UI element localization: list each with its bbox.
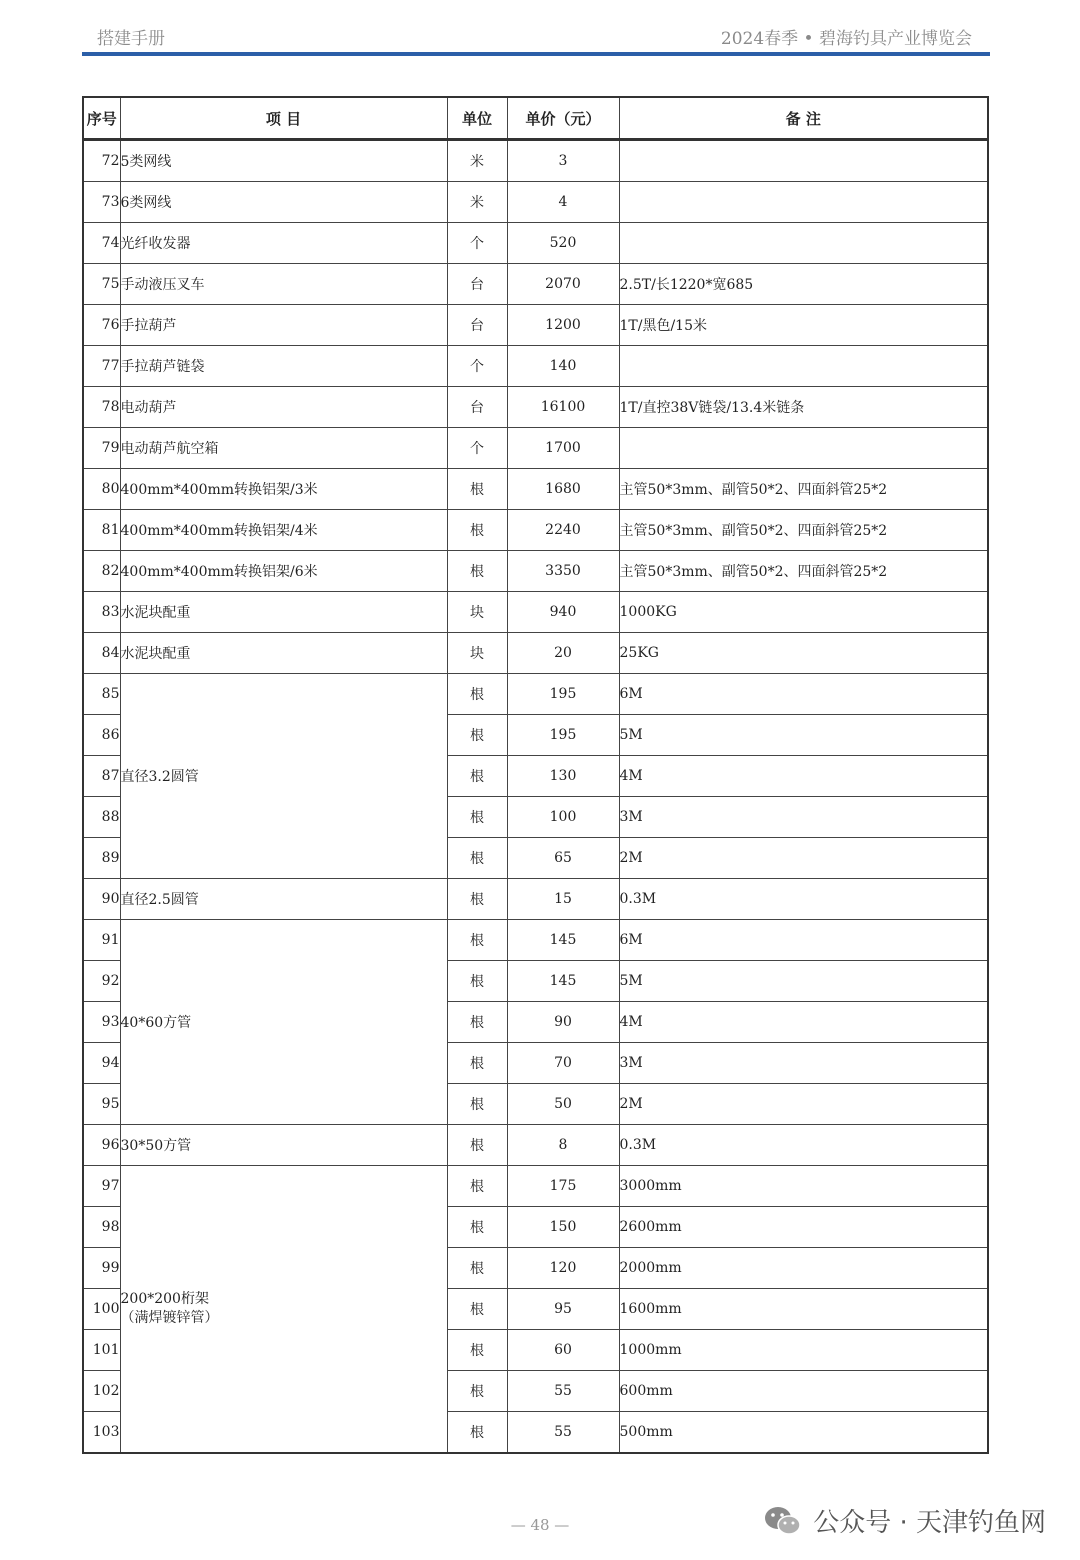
row-unit: 根 <box>447 879 507 920</box>
row-item: 光纤收发器 <box>120 223 447 264</box>
table-body <box>83 140 988 1454</box>
row-note <box>619 223 988 264</box>
row-price: 60 <box>507 1330 619 1371</box>
row-unit: 根 <box>447 756 507 797</box>
row-price: 150 <box>507 1207 619 1248</box>
row-unit: 根 <box>447 1248 507 1289</box>
row-note: 0.3M <box>619 879 988 920</box>
table-row <box>83 387 988 428</box>
row-number: 77 <box>83 346 120 387</box>
row-unit: 根 <box>447 1412 507 1454</box>
row-number: 75 <box>83 264 120 305</box>
header-right-title: 2024春季 • 碧海钓具产业博览会 <box>720 29 972 49</box>
row-note: 2600mm <box>619 1207 988 1248</box>
row-number: 95 <box>83 1084 120 1125</box>
row-unit: 根 <box>447 797 507 838</box>
row-price: 145 <box>507 920 619 961</box>
row-unit: 米 <box>447 182 507 223</box>
row-item: 5类网线 <box>120 140 447 182</box>
row-unit: 个 <box>447 428 507 469</box>
table-row <box>83 223 988 264</box>
row-price: 20 <box>507 633 619 674</box>
row-number: 97 <box>83 1166 120 1207</box>
watermark-text: 公众号 · 天津钓鱼网 <box>813 1508 1046 1538</box>
row-unit: 根 <box>447 1166 507 1207</box>
row-note: 3000mm <box>619 1166 988 1207</box>
row-number: 90 <box>83 879 120 920</box>
row-unit: 块 <box>447 592 507 633</box>
col-header-note: 备 注 <box>619 97 988 140</box>
row-unit: 根 <box>447 1371 507 1412</box>
row-item: 400mm*400mm转换铝架/4米 <box>120 510 447 551</box>
row-item: 6类网线 <box>120 182 447 223</box>
row-price: 520 <box>507 223 619 264</box>
row-note <box>619 428 988 469</box>
table-row <box>83 305 988 346</box>
col-header-unit: 单位 <box>447 97 507 140</box>
row-price: 1200 <box>507 305 619 346</box>
row-unit: 根 <box>447 1125 507 1166</box>
row-note: 6M <box>619 920 988 961</box>
row-note: 5M <box>619 961 988 1002</box>
row-price: 95 <box>507 1289 619 1330</box>
row-price: 65 <box>507 838 619 879</box>
row-price: 70 <box>507 1043 619 1084</box>
row-note: 主管50*3mm、副管50*2、四面斜管25*2 <box>619 510 988 551</box>
table-header-row <box>83 97 988 140</box>
row-number: 82 <box>83 551 120 592</box>
row-unit: 台 <box>447 305 507 346</box>
row-note: 主管50*3mm、副管50*2、四面斜管25*2 <box>619 551 988 592</box>
row-unit: 根 <box>447 961 507 1002</box>
row-note: 2.5T/长1220*宽685 <box>619 264 988 305</box>
row-price: 55 <box>507 1371 619 1412</box>
row-note: 6M <box>619 674 988 715</box>
row-unit: 根 <box>447 1084 507 1125</box>
row-note: 1T/黑色/15米 <box>619 305 988 346</box>
row-unit: 块 <box>447 633 507 674</box>
row-price: 120 <box>507 1248 619 1289</box>
row-unit: 根 <box>447 1043 507 1084</box>
row-note: 2M <box>619 838 988 879</box>
row-item: 手动液压叉车 <box>120 264 447 305</box>
row-item: 手拉葫芦链袋 <box>120 346 447 387</box>
row-item: 电动葫芦 <box>120 387 447 428</box>
wechat-icon <box>763 1505 803 1537</box>
table-row <box>83 879 988 920</box>
row-note: 2000mm <box>619 1248 988 1289</box>
header-left-title: 搭建手册 <box>97 29 165 49</box>
row-price: 15 <box>507 879 619 920</box>
row-unit: 根 <box>447 1330 507 1371</box>
row-item: 400mm*400mm转换铝架/6米 <box>120 551 447 592</box>
row-note: 主管50*3mm、副管50*2、四面斜管25*2 <box>619 469 988 510</box>
row-number: 73 <box>83 182 120 223</box>
row-price: 175 <box>507 1166 619 1207</box>
row-number: 88 <box>83 797 120 838</box>
row-unit: 个 <box>447 346 507 387</box>
table-row <box>83 674 988 715</box>
row-note: 1000mm <box>619 1330 988 1371</box>
row-item: 水泥块配重 <box>120 633 447 674</box>
row-number: 102 <box>83 1371 120 1412</box>
row-note: 4M <box>619 1002 988 1043</box>
row-unit: 根 <box>447 1207 507 1248</box>
row-note: 500mm <box>619 1412 988 1454</box>
table-row <box>83 428 988 469</box>
row-number: 100 <box>83 1289 120 1330</box>
row-unit: 米 <box>447 140 507 182</box>
row-item: 40*60方管 <box>120 920 447 1125</box>
row-price: 2240 <box>507 510 619 551</box>
table-row <box>83 1125 988 1166</box>
row-price: 90 <box>507 1002 619 1043</box>
table-row <box>83 264 988 305</box>
table-row <box>83 182 988 223</box>
row-note: 4M <box>619 756 988 797</box>
row-number: 91 <box>83 920 120 961</box>
row-unit: 根 <box>447 510 507 551</box>
row-number: 87 <box>83 756 120 797</box>
table-row <box>83 592 988 633</box>
row-note: 5M <box>619 715 988 756</box>
row-item: 直径2.5圆管 <box>120 879 447 920</box>
row-number: 103 <box>83 1412 120 1454</box>
row-price: 140 <box>507 346 619 387</box>
row-note: 2M <box>619 1084 988 1125</box>
row-price: 130 <box>507 756 619 797</box>
row-unit: 根 <box>447 1289 507 1330</box>
row-note <box>619 140 988 182</box>
col-header-no: 序号 <box>83 97 120 140</box>
watermark <box>763 1502 1046 1539</box>
table-row <box>83 346 988 387</box>
row-note: 3M <box>619 797 988 838</box>
row-item: 水泥块配重 <box>120 592 447 633</box>
col-header-price: 单价（元） <box>507 97 619 140</box>
row-unit: 根 <box>447 469 507 510</box>
row-unit: 根 <box>447 1002 507 1043</box>
row-number: 72 <box>83 140 120 182</box>
table-row <box>83 920 988 961</box>
row-price: 145 <box>507 961 619 1002</box>
price-table <box>82 96 989 1454</box>
table-row <box>83 510 988 551</box>
row-price: 100 <box>507 797 619 838</box>
table-row <box>83 551 988 592</box>
row-number: 94 <box>83 1043 120 1084</box>
row-number: 96 <box>83 1125 120 1166</box>
row-number: 86 <box>83 715 120 756</box>
row-note: 3M <box>619 1043 988 1084</box>
row-price: 3350 <box>507 551 619 592</box>
row-note <box>619 182 988 223</box>
row-price: 1680 <box>507 469 619 510</box>
row-note: 25KG <box>619 633 988 674</box>
row-unit: 根 <box>447 715 507 756</box>
row-price: 55 <box>507 1412 619 1454</box>
row-note: 1000KG <box>619 592 988 633</box>
row-item: 400mm*400mm转换铝架/3米 <box>120 469 447 510</box>
row-price: 16100 <box>507 387 619 428</box>
row-unit: 根 <box>447 920 507 961</box>
table-row <box>83 469 988 510</box>
table-row <box>83 1166 988 1207</box>
row-number: 78 <box>83 387 120 428</box>
row-note: 0.3M <box>619 1125 988 1166</box>
row-price: 940 <box>507 592 619 633</box>
row-price: 1700 <box>507 428 619 469</box>
row-item: 手拉葫芦 <box>120 305 447 346</box>
row-number: 83 <box>83 592 120 633</box>
row-price: 4 <box>507 182 619 223</box>
row-note: 1T/直控38V链袋/13.4米链条 <box>619 387 988 428</box>
row-price: 8 <box>507 1125 619 1166</box>
row-number: 93 <box>83 1002 120 1043</box>
row-item: 电动葫芦航空箱 <box>120 428 447 469</box>
row-note <box>619 346 988 387</box>
row-note: 1600mm <box>619 1289 988 1330</box>
row-number: 101 <box>83 1330 120 1371</box>
row-number: 80 <box>83 469 120 510</box>
row-price: 195 <box>507 715 619 756</box>
row-number: 79 <box>83 428 120 469</box>
row-item: 30*50方管 <box>120 1125 447 1166</box>
row-note: 600mm <box>619 1371 988 1412</box>
row-unit: 个 <box>447 223 507 264</box>
row-price: 50 <box>507 1084 619 1125</box>
table-row <box>83 633 988 674</box>
row-unit: 台 <box>447 264 507 305</box>
row-unit: 根 <box>447 838 507 879</box>
row-number: 81 <box>83 510 120 551</box>
row-number: 98 <box>83 1207 120 1248</box>
row-number: 84 <box>83 633 120 674</box>
row-number: 89 <box>83 838 120 879</box>
row-number: 99 <box>83 1248 120 1289</box>
row-price: 2070 <box>507 264 619 305</box>
table-row <box>83 140 988 182</box>
row-number: 76 <box>83 305 120 346</box>
row-price: 195 <box>507 674 619 715</box>
row-number: 85 <box>83 674 120 715</box>
row-item: 直径3.2圆管 <box>120 674 447 879</box>
row-unit: 根 <box>447 674 507 715</box>
row-item: 200*200桁架 （满焊镀锌管） <box>120 1166 447 1454</box>
col-header-item: 项 目 <box>120 97 447 140</box>
row-price: 3 <box>507 140 619 182</box>
row-unit: 台 <box>447 387 507 428</box>
page-number: — 48 — <box>510 1516 570 1534</box>
header-rule <box>82 52 990 56</box>
row-unit: 根 <box>447 551 507 592</box>
row-number: 92 <box>83 961 120 1002</box>
row-number: 74 <box>83 223 120 264</box>
